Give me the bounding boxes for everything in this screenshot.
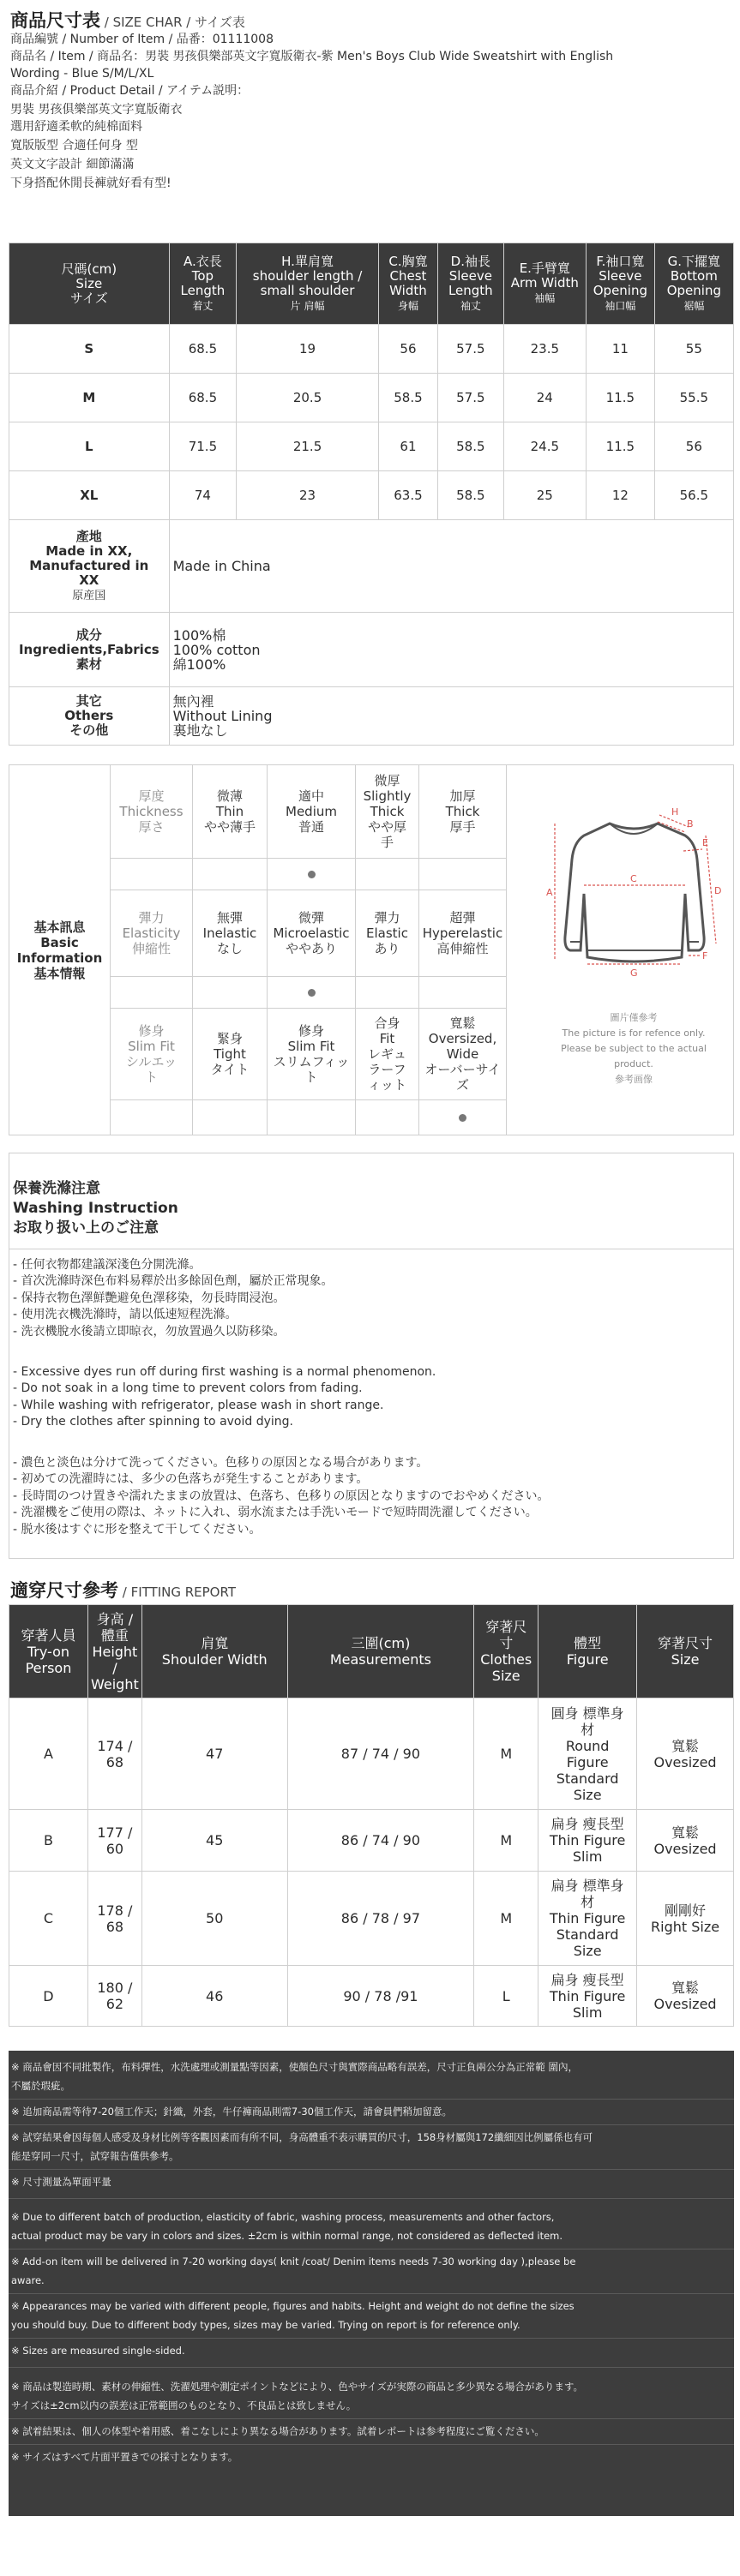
fit-mark-cell xyxy=(268,1100,356,1135)
care-line: - Dry the clothes after spinning to avoid dying. xyxy=(13,1415,293,1429)
col-header-measurements: 三圍(cm) Measurements xyxy=(287,1605,474,1698)
fit-height-weight: 180 / 62 xyxy=(87,1966,141,2027)
size-cell: L xyxy=(9,422,170,471)
product-number: 商品編號 / Number of Item / 品番：01111008 xyxy=(10,33,274,46)
size-cell: 55.5 xyxy=(654,374,733,422)
care-line: - 脱水後はすぐに形を整えて干してください。 xyxy=(13,1522,262,1537)
note-line: ※ Add-on item will be delivered in 7-20 working days( knit /coat/ Denim items needs 7-30 working day ),please be xyxy=(11,2255,576,2267)
care-line: - While washing with refrigerator, please wash in short range. xyxy=(13,1398,384,1412)
selected-dot-icon xyxy=(308,989,316,997)
note-divider xyxy=(9,2293,734,2294)
fitting-subheading: / FITTING REPORT xyxy=(118,1585,236,1600)
fit-person: D xyxy=(9,1966,88,2027)
fabric-row xyxy=(9,613,734,687)
fit-mark-cell xyxy=(193,1100,268,1135)
notes-panel xyxy=(9,2051,734,2516)
size-table-header-row xyxy=(9,243,734,325)
fit-result: 寬鬆 Ovesized xyxy=(637,1966,734,2027)
size-table xyxy=(9,243,734,746)
origin-row xyxy=(9,520,734,613)
others-value: 無內裡 Without Lining 裏地なし xyxy=(169,687,733,746)
washing-instruction-title: 保養洗滌注意 Washing Instruction お取り扱い上のご注意 xyxy=(9,1153,733,1249)
col-header-person: 穿著人員 Try-on Person xyxy=(9,1605,88,1698)
size-cell: M xyxy=(9,374,170,422)
size-cell: 56 xyxy=(654,422,733,471)
fitting-row xyxy=(9,1872,734,1966)
fit-figure: 扁身 標準身 材 Thin Figure Standard Size xyxy=(538,1872,637,1966)
note-line: ※ 尺寸測量為單面平量 xyxy=(11,2176,111,2188)
elasticity-option-microelastic: 微彈 Microelastic ややあり xyxy=(268,890,356,977)
col-header-sleeve-opening: F.袖口寬 Sleeve Opening 袖口幅 xyxy=(587,243,655,325)
basic-info-panel xyxy=(9,764,734,1135)
size-cell: S xyxy=(9,325,170,374)
size-cell: 24 xyxy=(503,374,586,422)
fit-result: 寬鬆 Ovesized xyxy=(637,1810,734,1872)
size-cell: 24.5 xyxy=(503,422,586,471)
others-label: 其它 Others その他 xyxy=(9,687,170,746)
fit-size: L xyxy=(474,1966,538,2027)
product-detail-line: 男裝 男孩俱樂部英文字寬版衛衣 xyxy=(10,103,183,117)
fit-option-fit: 合身 Fit レギュ ラーフ ィット xyxy=(356,1009,419,1100)
size-cell: 57.5 xyxy=(438,325,504,374)
thickness-mark-cell xyxy=(268,859,356,890)
fit-shoulder: 45 xyxy=(141,1810,287,1872)
size-cell: 11.5 xyxy=(587,374,655,422)
fabric-value: 100%棉 100% cotton 綿100% xyxy=(169,613,733,687)
note-line: you should buy. Due to different body types, sizes may be varied. Trying on report is for reference only. xyxy=(11,2319,520,2331)
fit-mark-cell xyxy=(356,1100,419,1135)
note-divider xyxy=(9,2169,734,2170)
fitting-report-title xyxy=(10,1577,236,1603)
basic-info-header: 基本訊息 Basic Information 基本情報 xyxy=(9,765,111,1135)
fit-measurements: 86 / 78 / 97 xyxy=(287,1872,474,1966)
note-line: ※ サイズはすべて片面平置きでの採寸となります。 xyxy=(11,2451,238,2463)
elasticity-mark-cell xyxy=(419,977,507,1009)
origin-value: Made in China xyxy=(169,520,733,613)
thickness-option-medium: 適中 Medium 普通 xyxy=(268,765,356,859)
diagram-caption: Please be subject to the actual xyxy=(561,1043,707,1054)
note-line: サイズは±2cm以内の誤差は正常範囲のものとなり、不良品とは致しません。 xyxy=(11,2399,357,2411)
elasticity-mark-cell xyxy=(356,977,419,1009)
washing-instruction-panel xyxy=(9,1153,734,1559)
size-cell: 23.5 xyxy=(503,325,586,374)
selected-dot-icon xyxy=(308,871,316,878)
size-cell: 61 xyxy=(378,422,437,471)
note-line: ※ 商品は製造時期、素材の伸縮性、洗濯処理や測定ポイントなどにより、色やサイズが実際の商品と多少異なる場合があります。 xyxy=(11,2381,583,2393)
care-line: - Excessive dyes run off during first washing is a normal phenomenon. xyxy=(13,1365,436,1379)
size-cell: 57.5 xyxy=(438,374,504,422)
care-line: - 長時間のつけ置きや濡れたままの放置は、色落ち、色移りの原因となりますのでおやめください。 xyxy=(13,1489,550,1503)
diagram-letter: F xyxy=(702,950,708,962)
fit-shoulder: 47 xyxy=(141,1698,287,1810)
fit-size: M xyxy=(474,1698,538,1810)
note-line: ※ 商品會因不同批製作，布料彈性，水洗處理或測量點等因素，使顏色尺寸與實際商品略有誤差，尺寸正負兩公分為正常範 圍內， xyxy=(11,2061,578,2073)
product-name-cont: Wording - Blue S/M/L/XL xyxy=(10,67,154,81)
thickness-spacer xyxy=(111,859,193,890)
origin-label: 產地 Made in XX, Manufactured in XX 原産国 xyxy=(9,520,170,613)
diagram-letter: G xyxy=(630,967,638,979)
diagram-letter: C xyxy=(630,873,637,884)
col-header-shoulder: H.單肩寬 shoulder length / small shoulder 片 肩幅 xyxy=(237,243,379,325)
care-en xyxy=(13,1364,436,1431)
col-header-top-length: A.衣長 Top Length 着丈 xyxy=(169,243,237,325)
fit-person: B xyxy=(9,1810,88,1872)
size-cell: 63.5 xyxy=(378,471,437,520)
size-cell: 71.5 xyxy=(169,422,237,471)
note-line: ※ Appearances may be varied with different people, figures and habits. Height and weight do not define the sizes xyxy=(11,2300,575,2312)
diagram-caption: 圖片僅參考 xyxy=(610,1012,658,1023)
thickness-option-thick: 加厚 Thick 厚手 xyxy=(419,765,507,859)
measurement-diagram xyxy=(534,765,733,1135)
elasticity-label: 彈力 Elasticity 伸縮性 xyxy=(111,890,193,977)
fit-height-weight: 178 / 68 xyxy=(87,1872,141,1966)
size-row-m xyxy=(9,374,734,422)
basic-info-grid xyxy=(111,765,534,1135)
fit-size: M xyxy=(474,1810,538,1872)
fit-shoulder: 50 xyxy=(141,1872,287,1966)
col-header-figure: 體型 Figure xyxy=(538,1605,637,1698)
elasticity-option-hyperelastic: 超彈 Hyperelastic 高伸縮性 xyxy=(419,890,507,977)
fit-shoulder: 46 xyxy=(141,1966,287,2027)
fit-person: C xyxy=(9,1872,88,1966)
product-detail-line: 英文文字設計 細節滿滿 xyxy=(10,158,135,171)
fit-measurements: 90 / 78 /91 xyxy=(287,1966,474,2027)
care-line: - 首次洗滌時深色布料易釋於出多餘固色劑，屬於正常現象。 xyxy=(13,1274,334,1289)
note-line: ※ 試着結果は、個人の体型や着用感、着こなしにより異なる場合があります。試着レポートは参考程度にご覧ください。 xyxy=(11,2425,544,2437)
size-cell: 19 xyxy=(237,325,379,374)
fit-figure: 圓身 標準身 材 Round Figure Standard Size xyxy=(538,1698,637,1810)
col-header-clothes-size: 穿著尺 寸 Clothes Size xyxy=(474,1605,538,1698)
fit-mark-cell xyxy=(419,1100,507,1135)
diagram-caption: 參考画像 xyxy=(615,1074,653,1085)
fit-result: 剛剛好 Right Size xyxy=(637,1872,734,1966)
note-divider xyxy=(9,2444,734,2445)
note-divider xyxy=(9,2198,734,2199)
note-line: ※ Sizes are measured single-sided. xyxy=(11,2345,185,2357)
size-cell: 68.5 xyxy=(169,374,237,422)
note-divider xyxy=(9,2099,734,2100)
note-divider xyxy=(9,2124,734,2125)
thickness-label: 厚度 Thickness 厚さ xyxy=(111,765,193,859)
size-cell: 23 xyxy=(237,471,379,520)
fit-result: 寬鬆 Ovesized xyxy=(637,1698,734,1810)
product-info xyxy=(10,31,735,194)
note-line: 不屬於瑕疵。 xyxy=(11,2080,70,2092)
size-cell: 74 xyxy=(169,471,237,520)
elasticity-option-inelastic: 無彈 Inelastic なし xyxy=(193,890,268,977)
fit-height-weight: 177 / 60 xyxy=(87,1810,141,1872)
note-divider xyxy=(9,2249,734,2250)
size-row-l xyxy=(9,422,734,471)
product-detail-line: 寬版版型 合適任何身 型 xyxy=(10,139,138,153)
diagram-letter: A xyxy=(546,887,553,898)
product-detail-line: 選用舒適柔軟的純棉面料 xyxy=(10,120,142,134)
fitting-row xyxy=(9,1810,734,1872)
care-jp xyxy=(13,1455,550,1538)
diagram-letter: H xyxy=(671,806,679,818)
sweatshirt-diagram-icon xyxy=(534,765,733,1135)
fitting-row xyxy=(9,1698,734,1810)
note-line: aware. xyxy=(11,2274,45,2286)
thickness-mark-cell xyxy=(419,859,507,890)
size-cell: 56.5 xyxy=(654,471,733,520)
elasticity-mark-cell xyxy=(268,977,356,1009)
size-cell: 11.5 xyxy=(587,422,655,471)
size-cell: 20.5 xyxy=(237,374,379,422)
thickness-option-slightly-thick: 微厚 Slightly Thick やや厚 手 xyxy=(356,765,419,859)
fit-measurements: 86 / 74 / 90 xyxy=(287,1810,474,1872)
care-zh xyxy=(13,1257,334,1340)
elasticity-mark-cell xyxy=(193,977,268,1009)
fitting-table xyxy=(9,1604,734,2027)
diagram-caption: product. xyxy=(614,1058,653,1069)
size-row-xl xyxy=(9,471,734,520)
diagram-letter: D xyxy=(714,885,722,896)
col-header-height-weight: 身高 / 體重 Height / Weight xyxy=(87,1605,141,1698)
fit-person: A xyxy=(9,1698,88,1810)
diagram-letter: E xyxy=(702,837,708,848)
size-cell: 25 xyxy=(503,471,586,520)
size-chart-heading: 商品尺寸表 xyxy=(10,10,100,31)
col-header-chest: C.胸寬 Chest Width 身幅 xyxy=(378,243,437,325)
thickness-mark-cell xyxy=(356,859,419,890)
note-line: 能是穿同一尺寸，試穿報告僅供參考。 xyxy=(11,2150,179,2162)
col-header-bottom-opening: G.下擺寬 Bottom Opening 裾幅 xyxy=(654,243,733,325)
fit-size: M xyxy=(474,1872,538,1966)
col-header-fit-size: 穿著尺寸 Size xyxy=(637,1605,734,1698)
care-line: - 初めての洗濯時には、多少の色落ちが発生することがあります。 xyxy=(13,1472,369,1487)
fit-measurements: 87 / 74 / 90 xyxy=(287,1698,474,1810)
care-line: - 洗濯機をご使用の際は、ネットに入れ、弱水流または手洗いモードで短時間洗濯してください。 xyxy=(13,1506,538,1520)
elasticity-option-elastic: 彈力 Elastic あり xyxy=(356,890,419,977)
note-line: ※ Due to different batch of production, elasticity of fabric, washing process, measurements and other factors, xyxy=(11,2211,555,2223)
col-header-sleeve: D.袖長 Sleeve Length 袖丈 xyxy=(438,243,504,325)
fit-option-slim: 修身 Slim Fit スリムフィッ ト xyxy=(268,1009,356,1100)
elasticity-spacer xyxy=(111,977,193,1009)
size-cell: 58.5 xyxy=(438,422,504,471)
fitting-header-row xyxy=(9,1605,734,1698)
size-cell: XL xyxy=(9,471,170,520)
note-divider xyxy=(9,2418,734,2419)
care-line: - Do not soak in a long time to prevent colors from fading. xyxy=(13,1381,363,1396)
care-line: - 任何衣物都建議深淺色分開洗滌。 xyxy=(13,1258,202,1272)
size-cell: 58.5 xyxy=(438,471,504,520)
note-line: ※ 追加商品需等待7-20個工作天；針織，外套，牛仔褲商品則需7-30個工作天，請會員們稍加留意。 xyxy=(11,2106,452,2118)
care-line: - 洗衣機脫水後請立即晾衣，勿放置過久以防移染。 xyxy=(13,1324,286,1339)
diagram-caption: The picture is for refence only. xyxy=(562,1027,706,1039)
fitting-heading: 適穿尺寸參考 xyxy=(10,1580,118,1601)
note-line: actual product may be vary in colors and sizes. ±2cm is within normal range, not considered as deflected item. xyxy=(11,2230,563,2242)
care-line: - 濃色と淡色は分けて洗ってください。色移りの原因となる場合があります。 xyxy=(13,1456,429,1470)
size-cell: 56 xyxy=(378,325,437,374)
fit-figure: 扁身 瘦長型 Thin Figure Slim xyxy=(538,1810,637,1872)
fit-figure: 扁身 瘦長型 Thin Figure Slim xyxy=(538,1966,637,2027)
fit-spacer xyxy=(111,1100,193,1135)
col-header-arm-width: E.手臂寬 Arm Width 袖幅 xyxy=(503,243,586,325)
size-cell: 12 xyxy=(587,471,655,520)
fit-height-weight: 174 / 68 xyxy=(87,1698,141,1810)
size-row-s xyxy=(9,325,734,374)
diagram-letter: B xyxy=(687,818,694,830)
size-cell: 55 xyxy=(654,325,733,374)
fit-label: 修身 Slim Fit シルエッ ト xyxy=(111,1009,193,1100)
product-detail-label: 商品介紹 / Product Detail / アイテム説明： xyxy=(10,84,250,98)
col-header-shoulder-width: 肩寬 Shoulder Width xyxy=(141,1605,287,1698)
note-line: ※ 試穿結果會因每個人感受及身材比例等客觀因素而有所不同，身高體重不表示購買的尺寸，158身材屬與172纖細因比例屬係也有可 xyxy=(11,2131,593,2143)
product-detail-line: 下身搭配休閒長褲就好看有型! xyxy=(10,177,171,190)
col-header-size: 尺碼(cm) Size サイズ xyxy=(9,243,170,325)
fitting-row xyxy=(9,1966,734,2027)
size-cell: 58.5 xyxy=(378,374,437,422)
fabric-label: 成分 Ingredients,Fabrics 素材 xyxy=(9,613,170,687)
note-divider xyxy=(9,2367,734,2368)
fit-option-tight: 緊身 Tight タイト xyxy=(193,1009,268,1100)
product-name: 商品名 / Item / 商品名：男裝 男孩俱樂部英文字寬版衛衣-紫 Men's Boys Club Wide Sweatshirt with English xyxy=(10,50,614,63)
size-chart-subheading: / SIZE CHAR / サイズ表 xyxy=(100,15,245,30)
size-cell: 21.5 xyxy=(237,422,379,471)
selected-dot-icon xyxy=(459,1114,466,1122)
size-chart-title xyxy=(10,7,245,33)
care-line: - 保持衣物色澤鮮艷避免色澤移染，勿長時間浸泡。 xyxy=(13,1291,286,1305)
care-line: - 使用洗衣機洗滌時，請以低速短程洗滌。 xyxy=(13,1308,238,1322)
thickness-mark-cell xyxy=(193,859,268,890)
fit-option-oversized: 寬鬆 Oversized, Wide オーバーサイ ズ xyxy=(419,1009,507,1100)
thickness-option-thin: 微薄 Thin やや薄手 xyxy=(193,765,268,859)
note-divider xyxy=(9,2338,734,2339)
size-cell: 68.5 xyxy=(169,325,237,374)
others-row xyxy=(9,687,734,746)
size-cell: 11 xyxy=(587,325,655,374)
